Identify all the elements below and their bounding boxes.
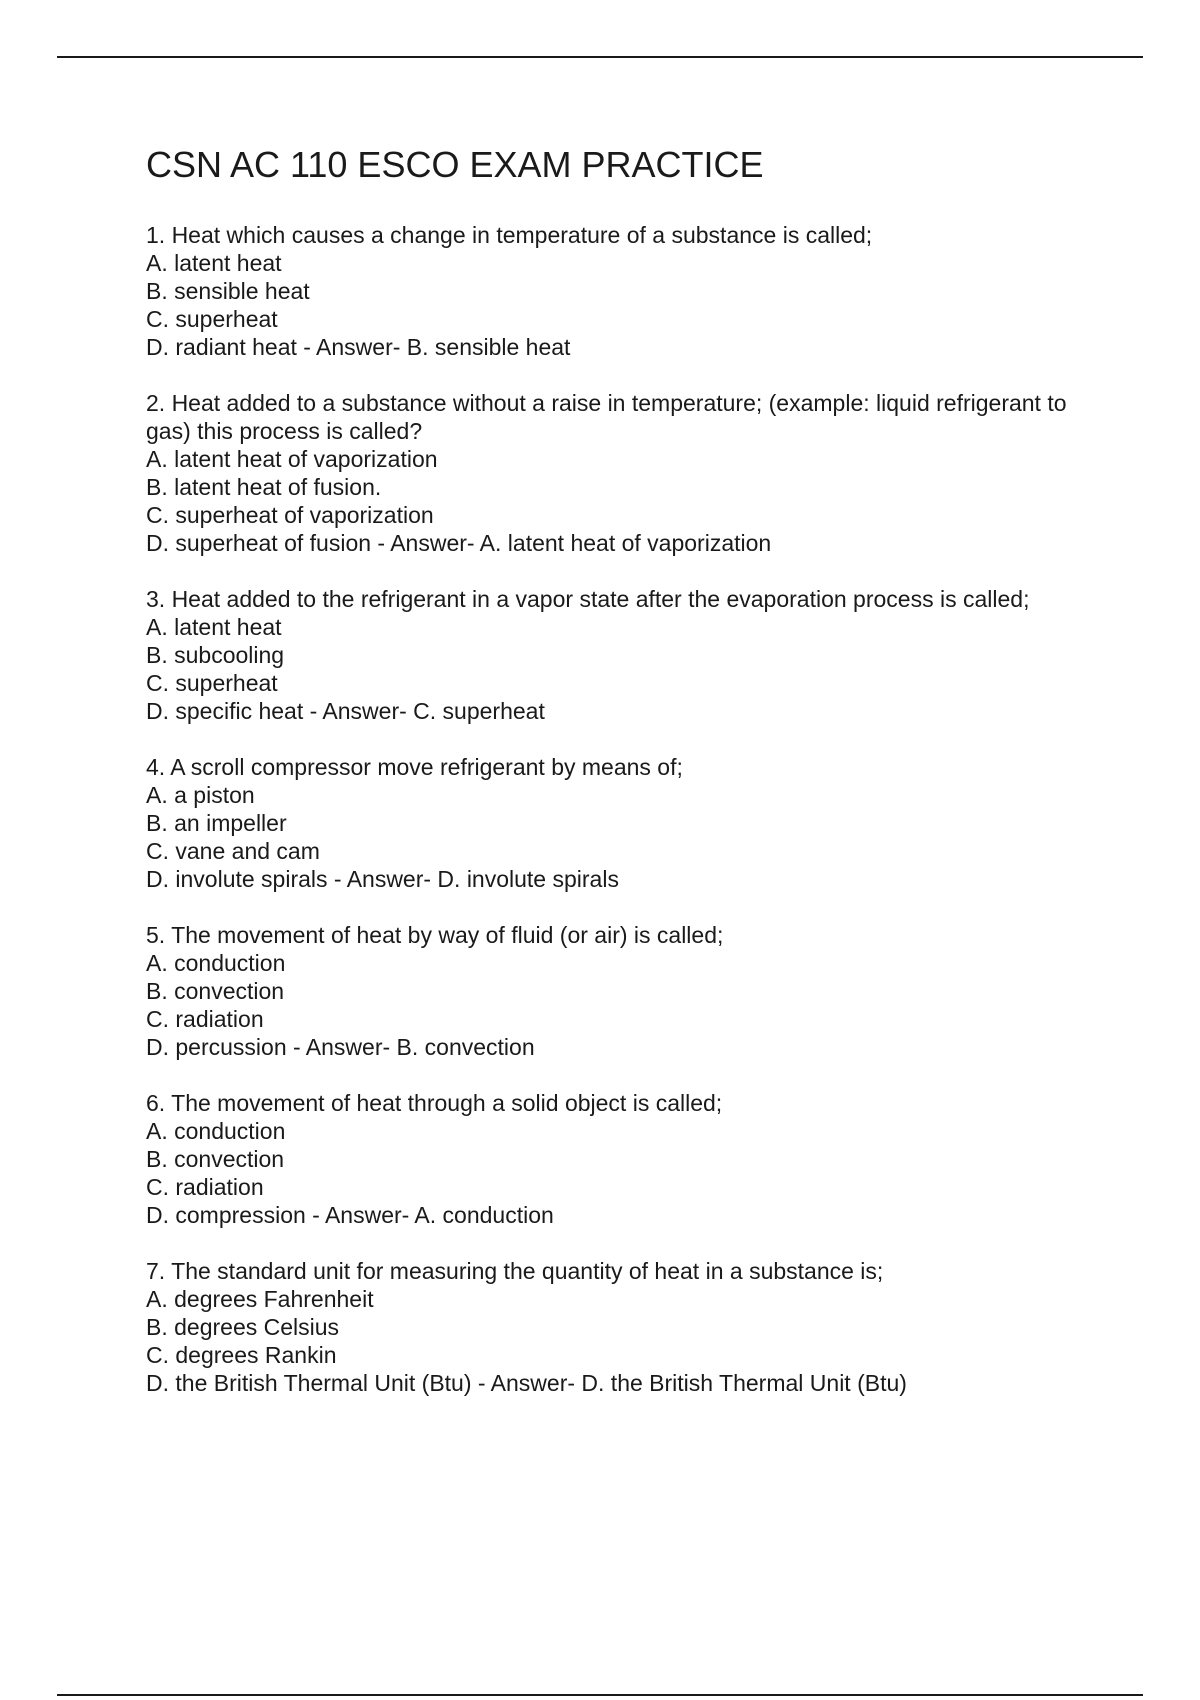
option-c: C. radiation [146, 1174, 264, 1200]
option-a: A. a piston [146, 782, 255, 808]
option-c: C. superheat [146, 670, 278, 696]
question-7 [146, 1257, 1106, 1397]
page-title: CSN AC 110 ESCO EXAM PRACTICE [146, 144, 764, 185]
question-prompt: 4. A scroll compressor move refrigerant by means of; [146, 754, 683, 780]
bottom-divider [57, 1694, 1143, 1696]
question-prompt: 7. The standard unit for measuring the quantity of heat in a substance is; [146, 1258, 884, 1284]
option-a: A. latent heat [146, 614, 282, 640]
option-d-with-answer: D. involute spirals - Answer- D. involute spirals [146, 866, 619, 892]
question-1 [146, 221, 1106, 361]
question-4 [146, 753, 1106, 893]
option-c: C. radiation [146, 1006, 264, 1032]
option-c: C. superheat of vaporization [146, 502, 434, 528]
option-a: A. degrees Fahrenheit [146, 1286, 374, 1312]
option-a: A. conduction [146, 950, 286, 976]
option-d-with-answer: D. superheat of fusion - Answer- A. latent heat of vaporization [146, 530, 772, 556]
option-b: B. an impeller [146, 810, 287, 836]
option-a: A. latent heat [146, 250, 282, 276]
option-c: C. vane and cam [146, 838, 320, 864]
page-content [146, 143, 1106, 1425]
option-c: C. degrees Rankin [146, 1342, 337, 1368]
option-b: B. degrees Celsius [146, 1314, 340, 1340]
option-b: B. latent heat of fusion. [146, 474, 382, 500]
option-c: C. superheat [146, 306, 278, 332]
option-a: A. latent heat of vaporization [146, 446, 438, 472]
question-prompt: 2. Heat added to a substance without a raise in temperature; (example: liquid refrigerant to gas) this process is called? [146, 390, 1067, 444]
option-b: B. convection [146, 1146, 285, 1172]
question-prompt: 6. The movement of heat through a solid object is called; [146, 1090, 723, 1116]
option-b: B. convection [146, 978, 285, 1004]
option-d-with-answer: D. specific heat - Answer- C. superheat [146, 698, 545, 724]
option-d-with-answer: D. the British Thermal Unit (Btu) - Answer- D. the British Thermal Unit (Btu) [146, 1370, 907, 1396]
option-d-with-answer: D. compression - Answer- A. conduction [146, 1202, 554, 1228]
question-6 [146, 1089, 1106, 1229]
question-prompt: 1. Heat which causes a change in temperature of a substance is called; [146, 222, 873, 248]
question-prompt: 3. Heat added to the refrigerant in a vapor state after the evaporation process is called; [146, 586, 1030, 612]
question-list [146, 221, 1106, 1397]
option-a: A. conduction [146, 1118, 286, 1144]
option-b: B. subcooling [146, 642, 285, 668]
option-d-with-answer: D. percussion - Answer- B. convection [146, 1034, 535, 1060]
top-divider [57, 56, 1143, 58]
question-3 [146, 585, 1106, 725]
option-d-with-answer: D. radiant heat - Answer- B. sensible heat [146, 334, 571, 360]
option-b: B. sensible heat [146, 278, 310, 304]
question-5 [146, 921, 1106, 1061]
question-2 [146, 389, 1106, 557]
question-prompt: 5. The movement of heat by way of fluid (or air) is called; [146, 922, 724, 948]
